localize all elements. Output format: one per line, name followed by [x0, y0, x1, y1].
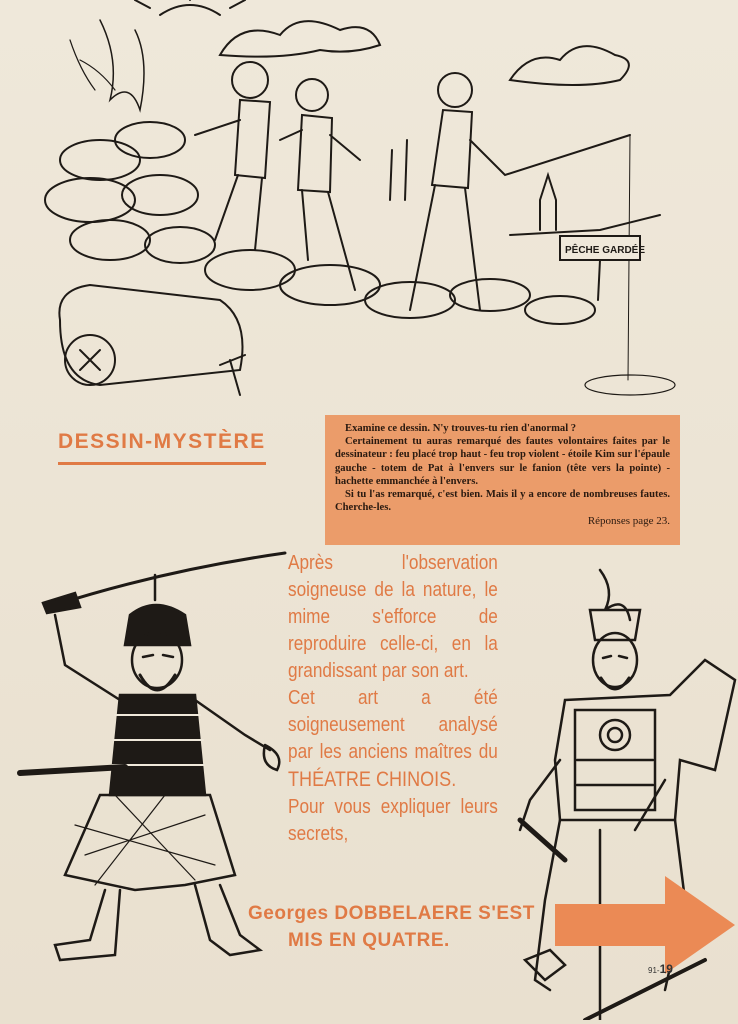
title-underline: [58, 462, 266, 465]
mime-article: [288, 550, 498, 848]
mime-paragraph-2: [288, 685, 498, 794]
box-paragraph-2: Certainement tu auras remarqué des fautes volontaires faites par le dessinateur : feu placé trop haut - feu trop violent - étoile Kim sur l'épaule gauche - totem de Pat à l'envers sur le fanion (tête vers la pointe) - hachette emmanchée à l'envers.: [335, 436, 670, 487]
mime-paragraph-3: Pour vous expliquer leurs secrets,: [288, 796, 498, 845]
box-paragraph-1: Examine ce dessin. N'y trouves-tu rien d'anormal ?: [345, 423, 577, 434]
mystery-explanation-box: [325, 415, 680, 545]
box-paragraph-3: Si tu l'as remarqué, c'est bien. Mais il y a encore de nombreuses fautes. Cherche-les.: [335, 489, 670, 514]
sign-text: PÊCHE GARDÉE: [565, 245, 646, 256]
page-title: DESSIN-MYSTÈRE: [58, 430, 266, 453]
page-number: [648, 962, 673, 976]
author-credit-line-1: Georges DOBBELAERE S'EST: [248, 903, 535, 924]
mime-paragraph-2-text: Cet art a été soigneusement analysé par les anciens maîtres du: [288, 687, 498, 763]
author-credit-line-2: MIS EN QUATRE.: [288, 930, 450, 951]
mime-paragraph-1: Après l'observation soigneuse de la nature, le mime s'efforce de reproduire celle-ci, en la grandissant par son art.: [288, 552, 498, 682]
theatre-chinois-text: THÉATRE CHINOIS.: [288, 768, 457, 791]
page-number-value: 19: [659, 962, 673, 976]
continue-arrow-icon: [555, 876, 735, 974]
scouts-illustration: [40, 0, 700, 410]
issue-number: 91-: [648, 966, 660, 975]
answers-reference: Réponses page 23.: [587, 515, 670, 528]
